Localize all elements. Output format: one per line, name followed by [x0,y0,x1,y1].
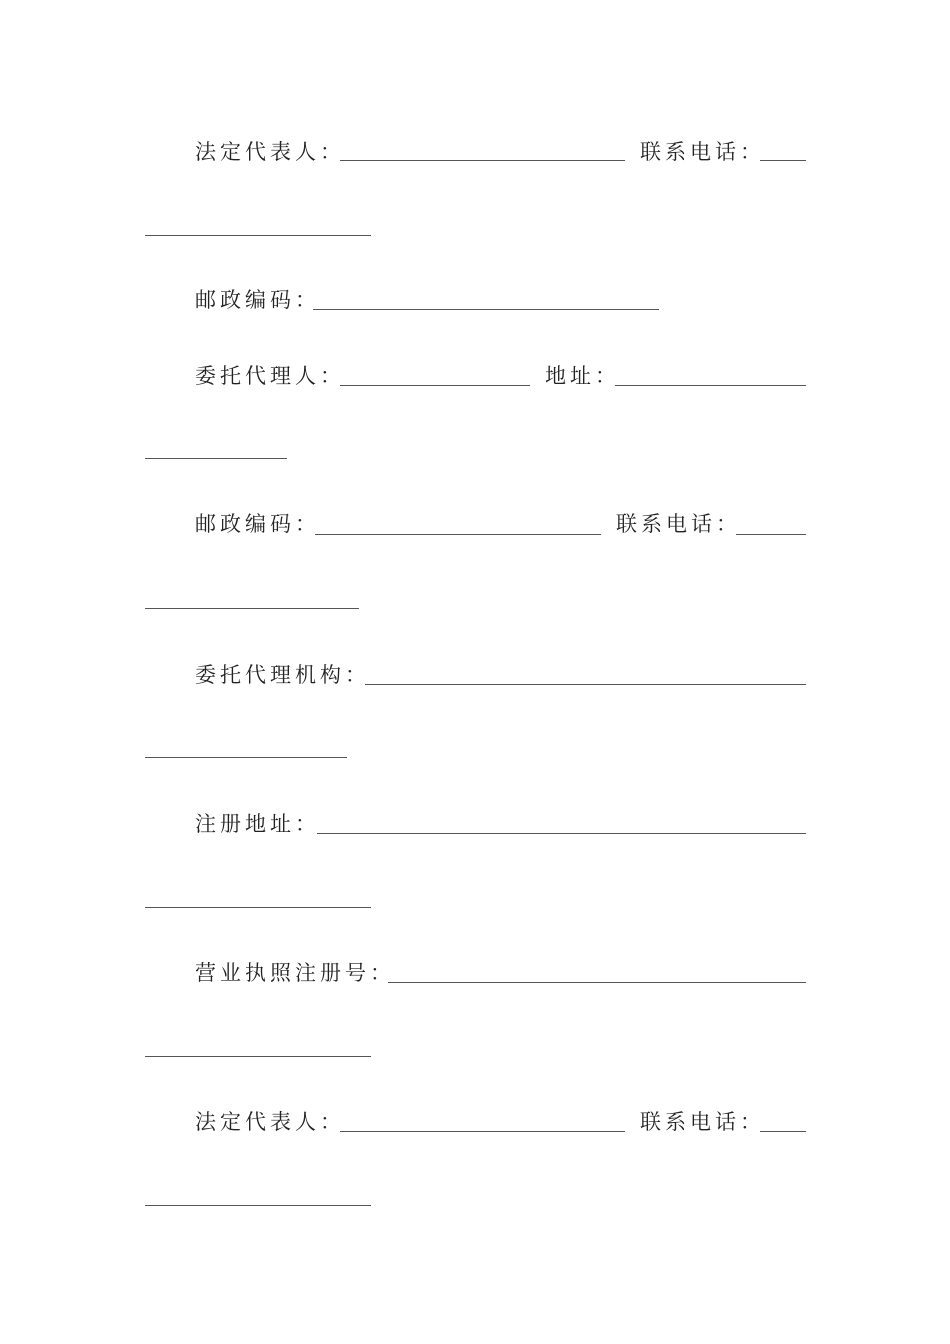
agency-phone-label: 联系电话： [640,1110,765,1134]
agent-field[interactable] [340,385,530,386]
phone-field[interactable] [760,160,806,161]
postal-code-field[interactable] [313,309,659,310]
agency-label: 委托代理机构： [195,663,370,687]
agency-phone-field-continued[interactable] [145,1205,371,1206]
registered-address-field-continued[interactable] [145,907,371,908]
phone-label: 联系电话： [640,140,765,164]
agent-phone-label: 联系电话： [616,512,741,536]
postal-code-label: 邮政编码： [195,288,320,312]
legal-representative-field[interactable] [340,160,625,161]
agency-field[interactable] [365,684,806,685]
phone-field-continued[interactable] [145,235,371,236]
business-license-field[interactable] [388,982,806,983]
registered-address-field[interactable] [317,833,806,834]
agency-legal-representative-field[interactable] [340,1131,625,1132]
agent-postal-code-label: 邮政编码： [195,512,320,536]
agent-phone-field-continued[interactable] [145,608,359,609]
address-field[interactable] [615,385,806,386]
agent-label: 委托代理人： [195,364,345,388]
business-license-label: 营业执照注册号： [195,961,395,985]
agent-phone-field[interactable] [736,534,806,535]
business-license-field-continued[interactable] [145,1056,371,1057]
legal-representative-label: 法定代表人： [195,140,345,164]
address-label: 地址： [545,364,620,388]
agency-field-continued[interactable] [145,757,347,758]
registered-address-label: 注册地址： [195,812,320,836]
address-field-continued[interactable] [145,458,287,459]
agency-phone-field[interactable] [760,1131,806,1132]
agent-postal-code-field[interactable] [315,534,601,535]
agency-legal-representative-label: 法定代表人： [195,1110,345,1134]
